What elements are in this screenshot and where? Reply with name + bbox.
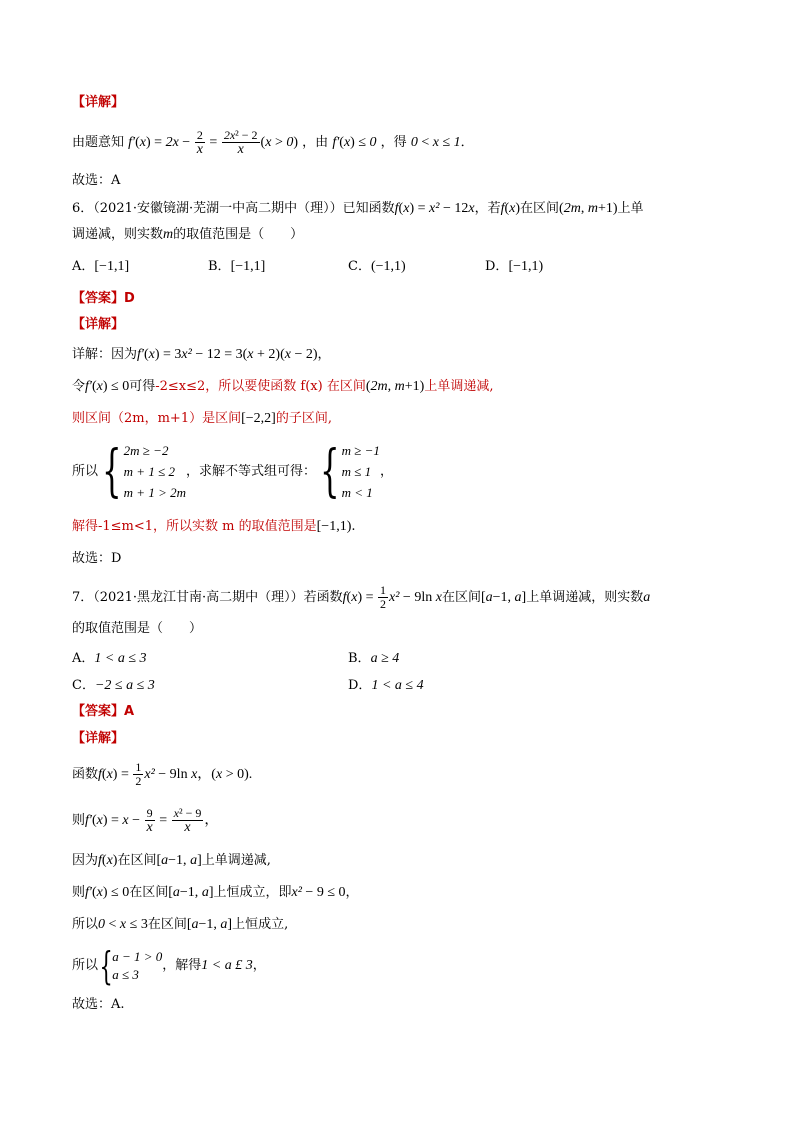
text: 所以 [72, 464, 99, 479]
derivative-expression: f′(x) = x − $\frac{9}{x}$ = $\frac{\text{x² − 9}}{x}$ ， [85, 806, 219, 836]
text: 令 [72, 379, 86, 394]
detail-heading: 【详解】 [72, 95, 125, 110]
interval: [a−1, a] [186, 917, 233, 932]
detail-line [72, 760, 252, 790]
text: 在区间 [117, 853, 157, 868]
inequality-system [72, 944, 266, 988]
text: 调递减，则实数 [72, 227, 164, 242]
detail-line: 详解：因为f′(x) = 3x² − 12 = 3(x + 2)(x − 2)， [72, 347, 331, 362]
interval: [a−1, a] [480, 590, 527, 605]
option-c[interactable]: C．−2 ≤ a ≤ 3 [72, 678, 155, 693]
detail-line [72, 916, 288, 934]
inequality: m + 1 ≤ 2 [123, 464, 175, 479]
text: 上单 [617, 201, 644, 216]
question-6-stem-cont [72, 226, 303, 244]
function-expr: f(x) = $\frac{1}{2}$ x² − 9ln x，(x > 0). [98, 760, 253, 789]
text: 上单调递减，则实数 [526, 590, 644, 605]
choice-line: 故选：A. [72, 997, 125, 1012]
text: ，由 [302, 135, 329, 150]
option-d[interactable]: D．1 < a ≤ 4 [348, 678, 424, 693]
inequality: m < 1 [341, 485, 373, 500]
result: 1 < a £ 3 [201, 958, 253, 973]
detail-line [72, 806, 218, 836]
detail-heading: 【详解】 [72, 731, 125, 746]
derivative-expression: f′(x) = 3x² − 12 = 3(x + 2)(x − 2) [137, 347, 318, 362]
brace-icon: { [102, 438, 122, 504]
answer-value: A [124, 704, 135, 719]
detail-heading: 【详解】 [72, 317, 125, 332]
derivative-expression: f′(x) = 2x − $\frac{2}{x}$ = $\frac{\text{2x² − 2}}{x}$ (x > 0) [128, 128, 299, 158]
option-c[interactable]: C．(−1,1) [348, 259, 406, 274]
question-source: （2021·安徽镜湖·芜湖一中高二期中（理）） [93, 201, 343, 216]
text: 详解：因为 [72, 347, 138, 362]
answer-label: 【答案】 [72, 291, 125, 306]
interval: [a−1, a] [156, 853, 202, 868]
inequality: a ≤ 3 [112, 966, 139, 982]
text: 的取值范围是（ ） [173, 227, 304, 242]
system-left [124, 440, 186, 503]
detail-line [72, 378, 493, 396]
inequality: a − 1 > 0 [112, 948, 163, 964]
question-number: 6． [72, 201, 94, 216]
condition: f′(x) ≤ 0 [332, 135, 377, 150]
text: 则 [72, 813, 86, 828]
inequality: m ≤ 1 [341, 464, 372, 479]
detail-line [72, 410, 332, 428]
text: 在区间 [147, 917, 187, 932]
answer-label: 【答案】 [72, 704, 125, 719]
text: 所以 [72, 958, 99, 973]
interval: [−1,1) [316, 519, 352, 534]
question-7-stem [72, 584, 650, 612]
highlight-text: -2≤x≤2，所以要使函数 f(x) 在区间 [155, 379, 366, 394]
highlight-text: 则区间（2m，m+1）是区间 [72, 411, 242, 426]
text: ， [379, 464, 393, 479]
system-right [342, 440, 380, 503]
text: ， [252, 958, 266, 973]
inequality: 2m ≥ −2 [123, 443, 169, 458]
function-expr: f(x) = $\frac{1}{2}$ x² − 9ln x [342, 583, 442, 612]
text: 函数 [72, 767, 99, 782]
text: 则 [72, 885, 86, 900]
condition: f′(x) ≤ 0 [85, 379, 130, 394]
text: ，若 [474, 201, 501, 216]
text: 由题意知 [72, 135, 125, 150]
highlight-text: 的子区间, [275, 411, 332, 426]
text: 上恒成立，即 [213, 885, 292, 900]
interval: [a−1, a] [168, 885, 214, 900]
result: 0 < x ≤ 1 [410, 135, 461, 150]
function-expr: f(x) = x² − 12x [394, 201, 475, 216]
highlight-text: 上单调递减, [424, 379, 494, 394]
text: 上恒成立, [232, 917, 289, 932]
inequality: m + 1 > 2m [123, 485, 186, 500]
answer-line [72, 703, 134, 721]
text: 在区间 [129, 885, 169, 900]
text: 可得 [129, 379, 156, 394]
variable: m [163, 227, 174, 242]
option-a[interactable]: A．[−1,1] [72, 259, 130, 274]
text: 因为 [72, 853, 99, 868]
answer-line [72, 290, 135, 308]
function-f: f(x) [98, 853, 118, 868]
text: ，求解不等式组可得： [185, 464, 316, 479]
text: 在区间 [441, 590, 481, 605]
inequality: m ≥ −1 [341, 443, 380, 458]
answer-value: D [124, 291, 135, 306]
detail-line [72, 884, 359, 902]
brace-icon: { [99, 943, 113, 988]
brace-icon: { [320, 438, 340, 504]
question-number: 7． [72, 590, 94, 605]
choice-line: 故选：D [72, 551, 122, 566]
interval: [−2,2] [241, 411, 276, 426]
text: 在区间 [520, 201, 560, 216]
text: ，得 [380, 135, 407, 150]
question-6-stem [72, 200, 644, 218]
text: 若函数 [303, 590, 343, 605]
detail-line [72, 518, 356, 536]
option-a[interactable]: A．1 < a ≤ 3 [72, 651, 147, 666]
inequality-system [72, 440, 393, 504]
detail-line [72, 852, 271, 870]
text: ，解得 [162, 958, 202, 973]
text: . [351, 519, 356, 534]
text: 上单调递减, [201, 853, 271, 868]
solution-line: 由题意知 f′(x) = 2x − $\frac{2}{x}$ = $\frac{\text{2x² − 2}}{x}$ (x > 0) ，由 f′(x) ≤ 0 ，得 0 < x ≤ 1． [72, 128, 474, 158]
variable: a [643, 590, 651, 605]
system [112, 948, 162, 984]
function-f: f(x) [500, 201, 521, 216]
choice-line: 故选：A [72, 173, 121, 188]
text: ， [345, 885, 359, 900]
option-b[interactable]: B．a ≥ 4 [348, 651, 400, 666]
text: 已知函数 [342, 201, 395, 216]
interval: (2m, m+1) [559, 201, 618, 216]
inequality: x² − 9 ≤ 0 [291, 885, 346, 900]
highlight-text: 解得-1≤m<1，所以实数 m 的取值范围是 [72, 519, 317, 534]
question-7-stem-cont: 的取值范围是（ ） [72, 621, 203, 636]
option-b[interactable]: B．[−1,1] [208, 259, 266, 274]
question-source: （2021·黑龙江甘南·高二期中（理）） [93, 590, 304, 605]
option-d[interactable]: D．[−1,1) [485, 259, 544, 274]
text: 所以 [72, 917, 99, 932]
inequality: 0 < x ≤ 3 [98, 917, 148, 932]
condition: f′(x) ≤ 0 [85, 885, 130, 900]
interval: (2m, m+1) [365, 379, 425, 394]
